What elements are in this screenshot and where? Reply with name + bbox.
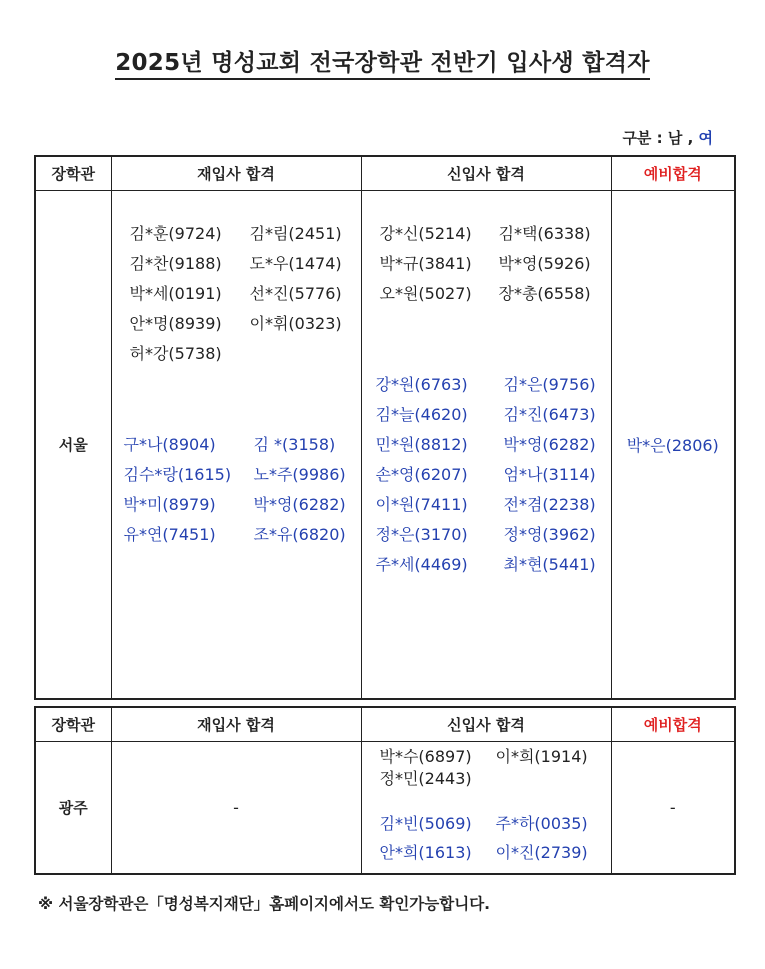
applicant-name: 김 *(3158) [253,435,336,454]
gwangju-body-row [35,742,735,874]
gender-legend [622,127,713,148]
name-row [380,809,588,838]
applicant-name: 김*늘(4620) [375,405,468,424]
applicant-name: 선*진(5776) [249,284,342,303]
name-row [376,520,596,550]
gwangju-new-cell [361,742,611,874]
applicant-name: 유*연(7451) [123,525,216,544]
gwangju-new-male-list [380,746,588,790]
name-row [380,746,588,768]
applicant-name: 김*훈(9724) [129,224,222,243]
name-row [130,219,342,249]
applicant-name: 김*진(6473) [503,405,596,424]
seoul-header-row [35,156,735,191]
applicant-name: 이*휘(0323) [249,314,342,333]
gwangju-reserve: - [611,742,735,874]
gwangju-returning: - [111,742,361,874]
name-row [124,460,346,490]
applicant-name: 김*택(6338) [498,224,591,243]
applicant-name: 김수*랑(1615) [123,465,232,484]
seoul-returning-male-list [130,219,342,369]
applicant-name: 박*영(5926) [498,254,591,273]
seoul-reserve: 박*은(2806) [611,191,735,699]
applicant-name: 안*희(1613) [379,843,472,862]
applicant-name: 김*찬(9188) [129,254,222,273]
seoul-new-male-list [380,219,591,309]
name-row [124,520,346,550]
applicant-name: 정*민(2443) [379,769,472,788]
applicant-name: 조*유(6820) [253,525,346,544]
name-row [376,430,596,460]
name-row [376,370,596,400]
name-row [380,219,591,249]
header-hall: 장학관 [35,156,111,191]
seoul-new-female-list [376,370,596,580]
name-row [376,460,596,490]
applicant-name: 이*희(1914) [495,747,588,766]
seoul-returning-female-list [124,430,346,550]
header-reserve: 예비합격 [611,156,735,191]
applicant-name: 노*주(9986) [253,465,346,484]
name-row [130,309,342,339]
applicant-name: 박*수(6897) [379,747,472,766]
region-gwangju: 광주 [35,742,111,874]
name-row [130,339,342,369]
name-row [124,490,346,520]
page-title: 2025년 명성교회 전국장학관 전반기 입사생 합격자 [0,44,765,77]
applicant-name: 전*겸(2238) [503,495,596,514]
applicant-name: 최*현(5441) [503,555,596,574]
legend-prefix: 구분 : 남 , [622,129,699,147]
gwangju-header-row [35,707,735,742]
applicant-name: 장*총(6558) [498,284,591,303]
name-row [380,838,588,867]
gwangju-table [34,706,736,875]
gwangju-new-female-list [380,809,588,867]
seoul-new-cell [361,191,611,699]
header-returning: 재입사 합격 [111,156,361,191]
header-new: 신입사 합격 [361,156,611,191]
applicant-name: 이*원(7411) [375,495,468,514]
applicant-name: 손*영(6207) [375,465,468,484]
seoul-body-row [35,191,735,699]
legend-female: 여 [698,129,713,147]
applicant-name: 김*빈(5069) [379,814,472,833]
applicant-name: 민*원(8812) [375,435,468,454]
applicant-name: 안*명(8939) [129,314,222,333]
applicant-name: 김*림(2451) [249,224,342,243]
applicant-name: 강*원(6763) [375,375,468,394]
header-returning: 재입사 합격 [111,707,361,742]
applicant-name: 박*규(3841) [379,254,472,273]
applicant-name: 박*세(0191) [129,284,222,303]
name-row [376,490,596,520]
seoul-returning-cell [111,191,361,699]
name-row [130,279,342,309]
applicant-name: 허*강(5738) [129,344,222,363]
name-row [380,279,591,309]
header-reserve: 예비합격 [611,707,735,742]
applicant-name: 정*은(3170) [375,525,468,544]
applicant-name: 도*우(1474) [249,254,342,273]
applicant-name: 주*하(0035) [495,814,588,833]
applicant-name: 강*신(5214) [379,224,472,243]
applicant-name: 오*원(5027) [379,284,472,303]
name-row [380,768,588,790]
name-row [376,550,596,580]
name-row [376,400,596,430]
name-row [380,249,591,279]
applicant-name: 주*세(4469) [375,555,468,574]
region-seoul: 서울 [35,191,111,699]
header-hall: 장학관 [35,707,111,742]
seoul-table [34,155,736,700]
applicant-name: 정*영(3962) [503,525,596,544]
applicant-name: 박*미(8979) [123,495,216,514]
footnote: ※ 서울장학관은「명성복지재단」홈페이지에서도 확인가능합니다. [38,895,491,913]
applicant-name: 박*영(6282) [253,495,346,514]
applicant-name: 김*은(9756) [503,375,596,394]
applicant-name: 이*진(2739) [495,843,588,862]
applicant-name: 구*나(8904) [123,435,216,454]
applicant-name: 박*영(6282) [503,435,596,454]
applicant-name: 엄*나(3114) [503,465,596,484]
name-row [124,430,346,460]
header-new: 신입사 합격 [361,707,611,742]
name-row [130,249,342,279]
